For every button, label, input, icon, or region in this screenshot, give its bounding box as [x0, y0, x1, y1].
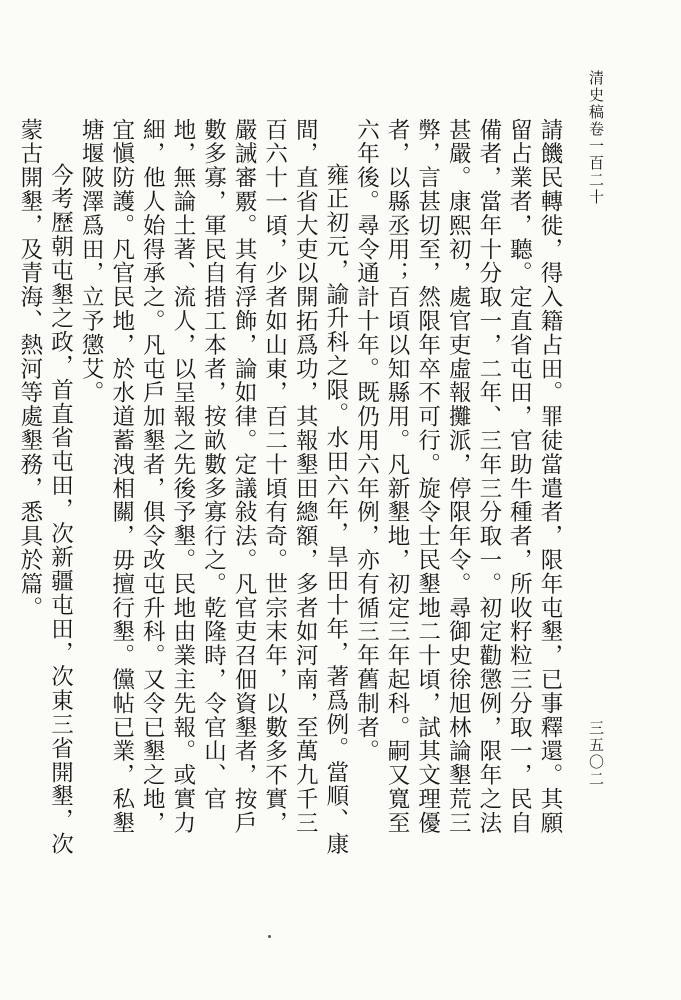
running-header: 清史稿卷一百二十: [587, 70, 605, 206]
paragraph-2: 雍正初元，諭升科之限。水田六年，旱田十年，著爲例。當順、康間，直省大吏以開拓爲功，其報墾田總額，多者如河南，至萬九千三百六十一頃，少者如山東，百二十頃有奇。世宗末年，以數多不實，嚴誡審覈。其有浮飾，論如律。定議敍法。凡官吏召佃資墾者，按戶數多寡，軍民自措工本者，按畝數多寡行之。乾隆時，令官山、官地，無論土著、流人，以呈報之先後予墾。民地由業主先報。或實力細，他人始得承之。凡屯戶加墾者，俱令改屯升科。又令已墾之地，宜愼防護。凡官民地，於水道蓄洩相關，毋擅行墾。儻帖已業，私墾塘堰陂澤爲田，立予懲艾。: [78, 118, 349, 857]
main-text: [16, 118, 565, 858]
paragraph-1: 請饑民轉徙，得入籍占田。罪徒當遣者，限年屯墾，已事釋還。其願留占業者，聽。定直省屯田，官助牛種者，所收籽粒三分取一，民自備者，當年十分取一，二年、三年三分取一。初定勸懲例，限年之法甚嚴。康熙初，處官吏虛報攤派，停限年令。尋御史徐旭林論墾荒三弊，言甚切至，然限年卒不可行。旋令士民墾地二十頃，試其文理優者，以縣丞用；百頃以知縣用。凡新墾地，初定三年起科。嗣又寬至六年後。尋令通計十年。既仍用六年例，亦有循三年舊制者。: [353, 118, 563, 835]
speck-mark: [268, 935, 271, 938]
page-number: 三五〇二: [587, 720, 605, 788]
paragraph-3: 今考歷朝屯墾之政，首直省屯田，次新疆屯田，次東三省開墾，次蒙古開墾，及青海、熱河等處墾務，悉具於篇。: [16, 118, 74, 857]
